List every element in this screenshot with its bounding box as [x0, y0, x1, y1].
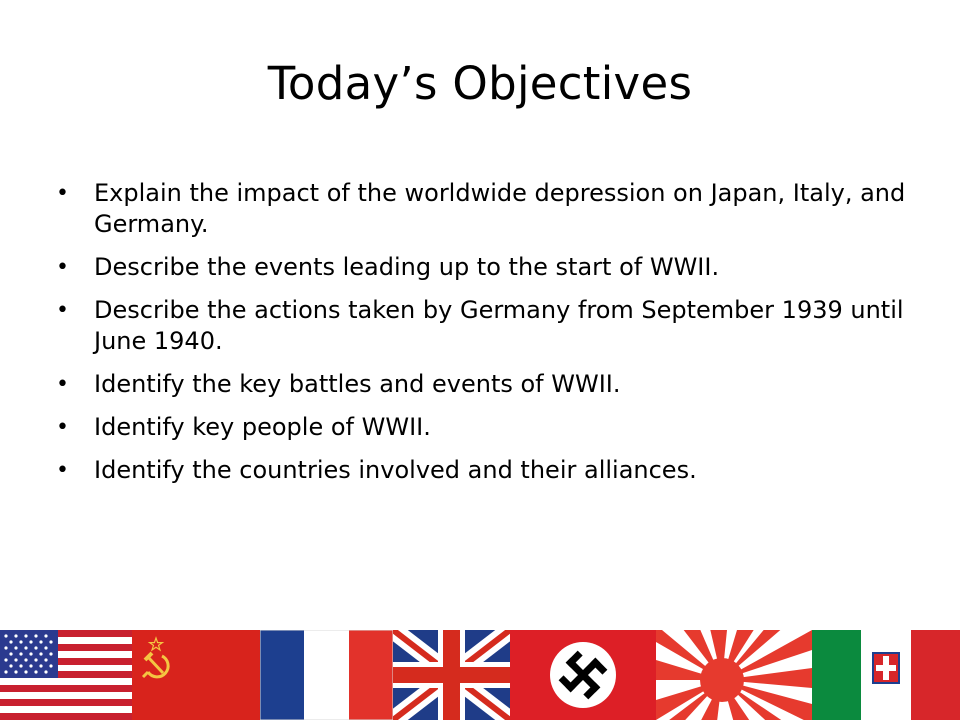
bullet-icon: •: [56, 181, 69, 206]
objective-text: Identify the countries involved and their alliances.: [94, 456, 697, 484]
bullet-icon: •: [56, 255, 69, 280]
japan-rising-sun-flag-icon: [656, 630, 812, 720]
list-item: [56, 412, 916, 443]
objective-text: Describe the events leading up to the start of WWII.: [94, 253, 720, 281]
list-item: [56, 455, 916, 486]
list-item: [56, 252, 916, 283]
bullet-icon: •: [56, 415, 69, 440]
kingdom-of-italy-flag-icon: [812, 630, 960, 720]
objective-text: Identify the key battles and events of WWII.: [94, 370, 621, 398]
objective-text: Describe the actions taken by Germany from September 1939 until June 1940.: [94, 296, 904, 355]
soviet-flag-icon: [132, 630, 260, 720]
usa-flag-icon: [0, 630, 132, 720]
france-flag-icon: [260, 630, 393, 720]
list-item: [56, 178, 916, 240]
objective-text: Identify key people of WWII.: [94, 413, 431, 441]
bullet-icon: •: [56, 298, 69, 323]
flag-strip: [0, 630, 960, 720]
uk-flag-icon: [393, 630, 510, 720]
list-item: [56, 295, 916, 357]
objectives-list: [56, 178, 916, 498]
slide-title: Today’s Objectives: [267, 57, 693, 110]
nazi-germany-flag-icon: [510, 630, 656, 720]
bullet-icon: •: [56, 372, 69, 397]
list-item: [56, 369, 916, 400]
objective-text: Explain the impact of the worldwide depression on Japan, Italy, and Germany.: [94, 179, 906, 238]
bullet-icon: •: [56, 458, 69, 483]
